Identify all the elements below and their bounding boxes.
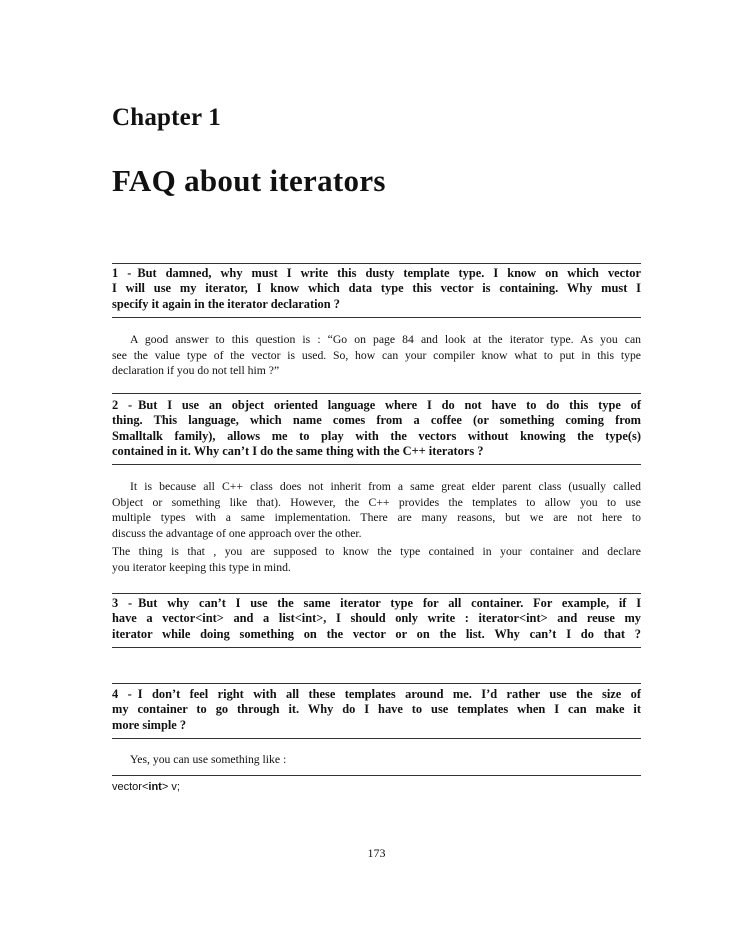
answer-line: It is because all C++ class does not inherit from a same great elder parent class (usually called bbox=[130, 480, 641, 493]
rule bbox=[112, 464, 641, 465]
answer-line: discuss the advantage of one approach over the other. bbox=[112, 526, 362, 540]
question-line: iterator while doing something on the vector or on the list. Why can’t I do that ? bbox=[112, 626, 641, 641]
question-number: 4 - bbox=[112, 687, 132, 701]
question-line: have a vector<int> and a list<int>, I should only write : iterator<int> and reuse my bbox=[112, 611, 641, 626]
page-number: 173 bbox=[367, 846, 386, 860]
answer-line: you iterator keeping this type in mind. bbox=[112, 560, 291, 574]
code-line bbox=[112, 781, 180, 793]
page bbox=[112, 0, 641, 932]
faq-answer-2b bbox=[112, 544, 641, 575]
question-line: my container to go through it. Why do I have to use templates when I can make it bbox=[112, 702, 641, 717]
rule bbox=[112, 683, 641, 684]
question-line: I don’t feel right with all these templates around me. I’d rather use the size of bbox=[137, 687, 642, 701]
chapter-title: FAQ about iterators bbox=[112, 163, 386, 198]
rule bbox=[112, 317, 641, 318]
answer-line: multiple types with a same implementation. There are many reasons, but we are not here to bbox=[112, 511, 641, 525]
faq-question-4 bbox=[112, 687, 641, 733]
question-number: 1 - bbox=[112, 266, 132, 280]
code-rest: > v; bbox=[161, 781, 180, 793]
answer-line: The thing is that , you are supposed to know the type contained in your container and declare bbox=[112, 545, 641, 558]
question-number: 2 - bbox=[112, 398, 133, 412]
chapter-label: Chapter 1 bbox=[112, 104, 221, 131]
faq-answer-4 bbox=[112, 752, 641, 768]
answer-line: see the value type of the vector is used. So, how can your compiler know what to put in this type bbox=[112, 348, 641, 362]
faq-question-3 bbox=[112, 596, 641, 642]
rule bbox=[112, 775, 641, 776]
question-line: contained in it. Why can’t I do the same thing with the C++ iterators ? bbox=[112, 443, 484, 458]
question-line: I will use my iterator, I know which data type this vector is containing. Why must I bbox=[112, 281, 641, 296]
rule bbox=[112, 393, 641, 394]
question-line: specify it again in the iterator declaration ? bbox=[112, 296, 340, 311]
faq-question-2 bbox=[112, 398, 641, 459]
answer-line: Object or something like that). However, the C++ provides the templates to allow you to use bbox=[112, 495, 641, 509]
rule bbox=[112, 263, 641, 264]
code-type: vector< bbox=[112, 781, 149, 793]
rule bbox=[112, 593, 641, 594]
question-line: But damned, why must I write this dusty template type. I know on which vector bbox=[137, 266, 641, 280]
answer-line: A good answer to this question is : “Go on page 84 and look at the iterator type. As you can bbox=[130, 333, 641, 346]
faq-answer-2 bbox=[112, 479, 641, 541]
question-line: thing. This language, which name comes from a coffee (or something coming from bbox=[112, 413, 641, 428]
question-number: 3 - bbox=[112, 596, 133, 610]
rule bbox=[112, 647, 641, 648]
code-param: int bbox=[148, 781, 162, 793]
answer-line: Yes, you can use something like : bbox=[130, 753, 287, 766]
rule bbox=[112, 738, 641, 739]
faq-question-1 bbox=[112, 266, 641, 312]
faq-answer-1 bbox=[112, 332, 641, 379]
question-line: But I use an object oriented language where I do not have to do this type of bbox=[138, 398, 641, 412]
question-line: more simple ? bbox=[112, 717, 187, 732]
question-line: But why can’t I use the same iterator type for all container. For example, if I bbox=[138, 596, 642, 610]
question-line: Smalltalk family), allows me to play with the vectors without knowing the type(s) bbox=[112, 428, 641, 443]
answer-line: declaration if you do not tell him ?” bbox=[112, 364, 280, 378]
